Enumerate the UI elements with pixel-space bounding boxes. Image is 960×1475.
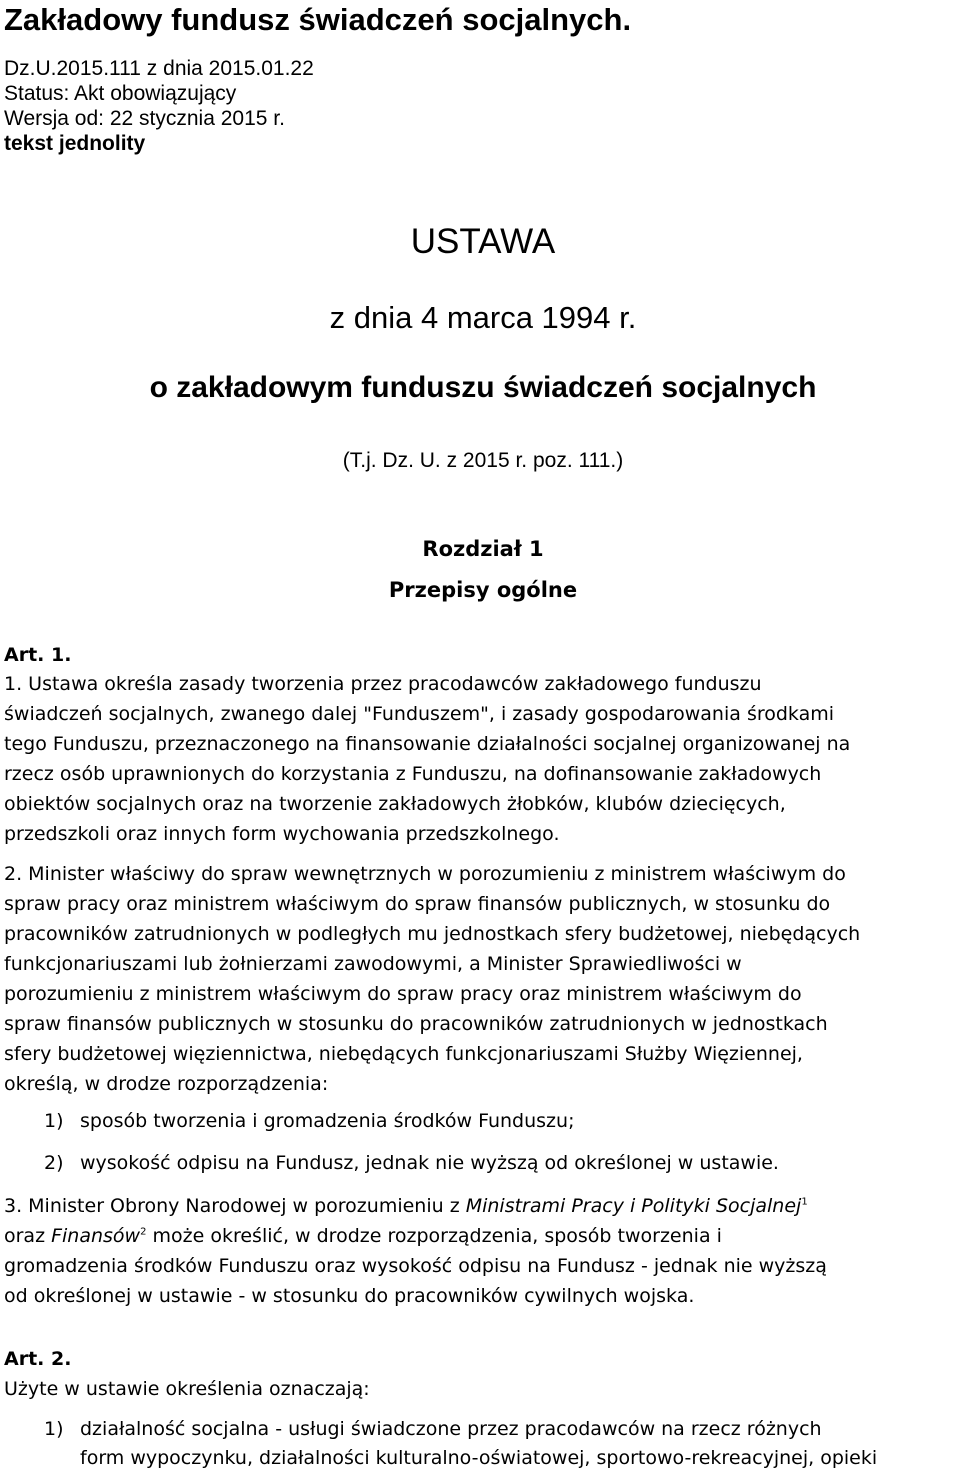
journal-reference: Dz.U.2015.111 z dnia 2015.01.22 [4, 57, 314, 80]
list-item [44, 1418, 822, 1440]
list-item [44, 1110, 574, 1132]
art1-para3-line [4, 1191, 808, 1221]
art1-para3-line [4, 1221, 722, 1251]
art1-para2-line: funkcjonariuszami lub żołnierzami zawodowymi, a Minister Sprawiedliwości w [4, 953, 742, 975]
list-item-number: 1) [44, 1418, 64, 1440]
art1-para3-line: od określonej w ustawie - w stosunku do pracowników cywilnych wojska. [4, 1285, 695, 1307]
list-item [44, 1152, 779, 1174]
footnote-marker[interactable]: 1 [801, 1196, 808, 1208]
act-type-heading: USTAWA [410, 222, 556, 261]
list-item-continuation: form wypoczynku, działalności kulturalno-oświatowej, sportowo-rekreacyjnej, opieki [80, 1447, 878, 1469]
art1-para1-line: świadczeń socjalnych, zwanego dalej "Funduszem", i zasady gospodarowania środkami [4, 703, 835, 725]
para3-text: oraz [4, 1225, 52, 1247]
para3-text: 3. Minister Obrony Narodowej w porozumieniu z [4, 1195, 466, 1217]
article-1-heading: Art. 1. [4, 644, 72, 666]
art1-para1-line: tego Funduszu, przeznaczonego na finansowanie działalności socjalnej organizowanej na [4, 733, 851, 755]
art1-para2-line: spraw finansów publicznych w stosunku do pracowników zatrudnionych w jednostkach [4, 1013, 828, 1035]
art1-para1-line: rzecz osób uprawnionych do korzystania z Funduszu, na dofinansowanie zakładowych [4, 763, 822, 785]
list-item-text: wysokość odpisu na Fundusz, jednak nie wyższą od określonej w ustawie. [80, 1152, 779, 1174]
list-item-text: działalność socjalna - usługi świadczone przez pracodawców na rzecz różnych [80, 1418, 822, 1440]
art2-intro: Użyte w ustawie określenia oznaczają: [4, 1378, 370, 1400]
art1-para1-line: 1. Ustawa określa zasady tworzenia przez pracodawców zakładowego funduszu [4, 673, 762, 695]
legal-status: Status: Akt obowiązujący [4, 82, 237, 105]
art1-para2-line: spraw pracy oraz ministrem właściwym do spraw finansów publicznych, w stosunku do [4, 893, 831, 915]
para3-text: może określić, w drodze rozporządzenia, sposób tworzenia i [146, 1225, 722, 1247]
art1-para2-line: pracowników zatrudnionych w podległych mu jednostkach sfery budżetowej, niebędących [4, 923, 861, 945]
list-item-number: 2) [44, 1152, 64, 1174]
art1-para2-line: 2. Minister właściwy do spraw wewnętrznych w porozumieniu z ministrem właściwym do [4, 863, 846, 885]
art1-para2-line: porozumieniu z ministrem właściwym do spraw pracy oraz ministrem właściwym do [4, 983, 802, 1005]
version-date: Wersja od: 22 stycznia 2015 r. [4, 107, 285, 130]
act-subject: o zakładowym funduszu świadczeń socjalnych [149, 371, 817, 404]
act-date: z dnia 4 marca 1994 r. [329, 300, 637, 335]
consolidated-text-label: tekst jednolity [4, 132, 146, 155]
art1-para2-line: sfery budżetowej więziennictwa, niebędących funkcjonariuszami Służby Więziennej, [4, 1043, 803, 1065]
art1-para1-line: przedszkoli oraz innych form wychowania przedszkolnego. [4, 823, 560, 845]
chapter-title: Przepisy ogólne [388, 578, 578, 602]
art1-para2-line: określą, w drodze rozporządzenia: [4, 1073, 329, 1095]
footnote-marker[interactable]: 2 [140, 1226, 147, 1238]
para3-italic-text: Finansów [51, 1225, 141, 1247]
article-2-heading: Art. 2. [4, 1348, 72, 1370]
list-item-text: sposób tworzenia i gromadzenia środków Funduszu; [80, 1110, 575, 1132]
art1-para1-line: obiektów socjalnych oraz na tworzenie zakładowych żłobków, klubów dziecięcych, [4, 793, 786, 815]
act-publication-reference: (T.j. Dz. U. z 2015 r. poz. 111.) [342, 449, 624, 472]
list-item-number: 1) [44, 1110, 64, 1132]
art1-para3-line: gromadzenia środków Funduszu oraz wysokość odpisu na Fundusz - jednak nie wyższą [4, 1255, 827, 1277]
para3-italic-text: Ministrami Pracy i Polityki Socjalnej [465, 1195, 802, 1217]
document-title: Zakładowy fundusz świadczeń socjalnych. [4, 2, 632, 37]
chapter-number: Rozdział 1 [422, 537, 544, 561]
